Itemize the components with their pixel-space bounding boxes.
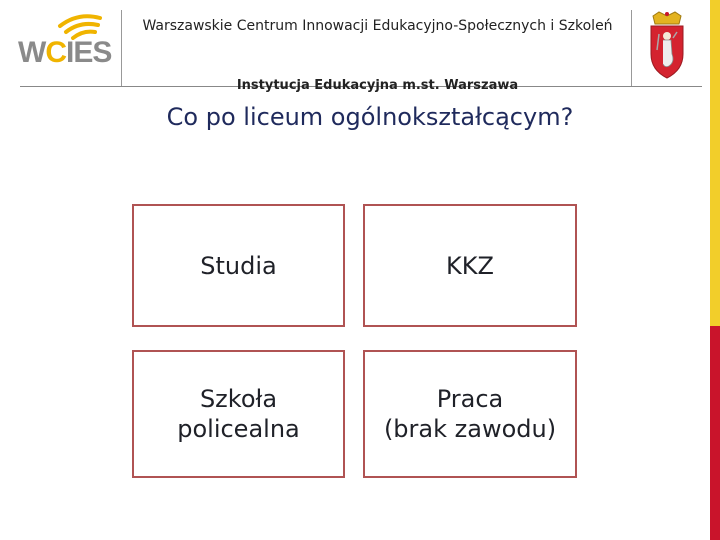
warsaw-coat-of-arms-icon [645, 10, 689, 80]
org-name: Warszawskie Centrum Innowacji Edukacyjno-Społecznych i Szkoleń [142, 18, 613, 34]
accent-bar-yellow [710, 0, 720, 326]
institution-subtitle: Instytucja Edukacyjna m.st. Warszawa [236, 78, 519, 93]
option-label: Praca (brak zawodu) [383, 385, 557, 443]
logo-text: WCIES [18, 36, 112, 69]
option-label: Studia [200, 251, 277, 280]
wcies-logo [18, 10, 113, 72]
option-box-szkola-policealna [132, 350, 345, 478]
option-label: KKZ [446, 251, 494, 280]
accent-bar-red [710, 326, 720, 540]
option-label: Szkoła policealna [177, 385, 300, 443]
page-title: Co po liceum ogólnokształcącym? [166, 103, 574, 131]
options-grid [132, 204, 578, 478]
option-box-praca [363, 350, 577, 478]
option-box-studia [132, 204, 345, 327]
header-divider-left [121, 10, 122, 86]
header-divider-right [631, 10, 632, 86]
option-box-kkz [363, 204, 577, 327]
